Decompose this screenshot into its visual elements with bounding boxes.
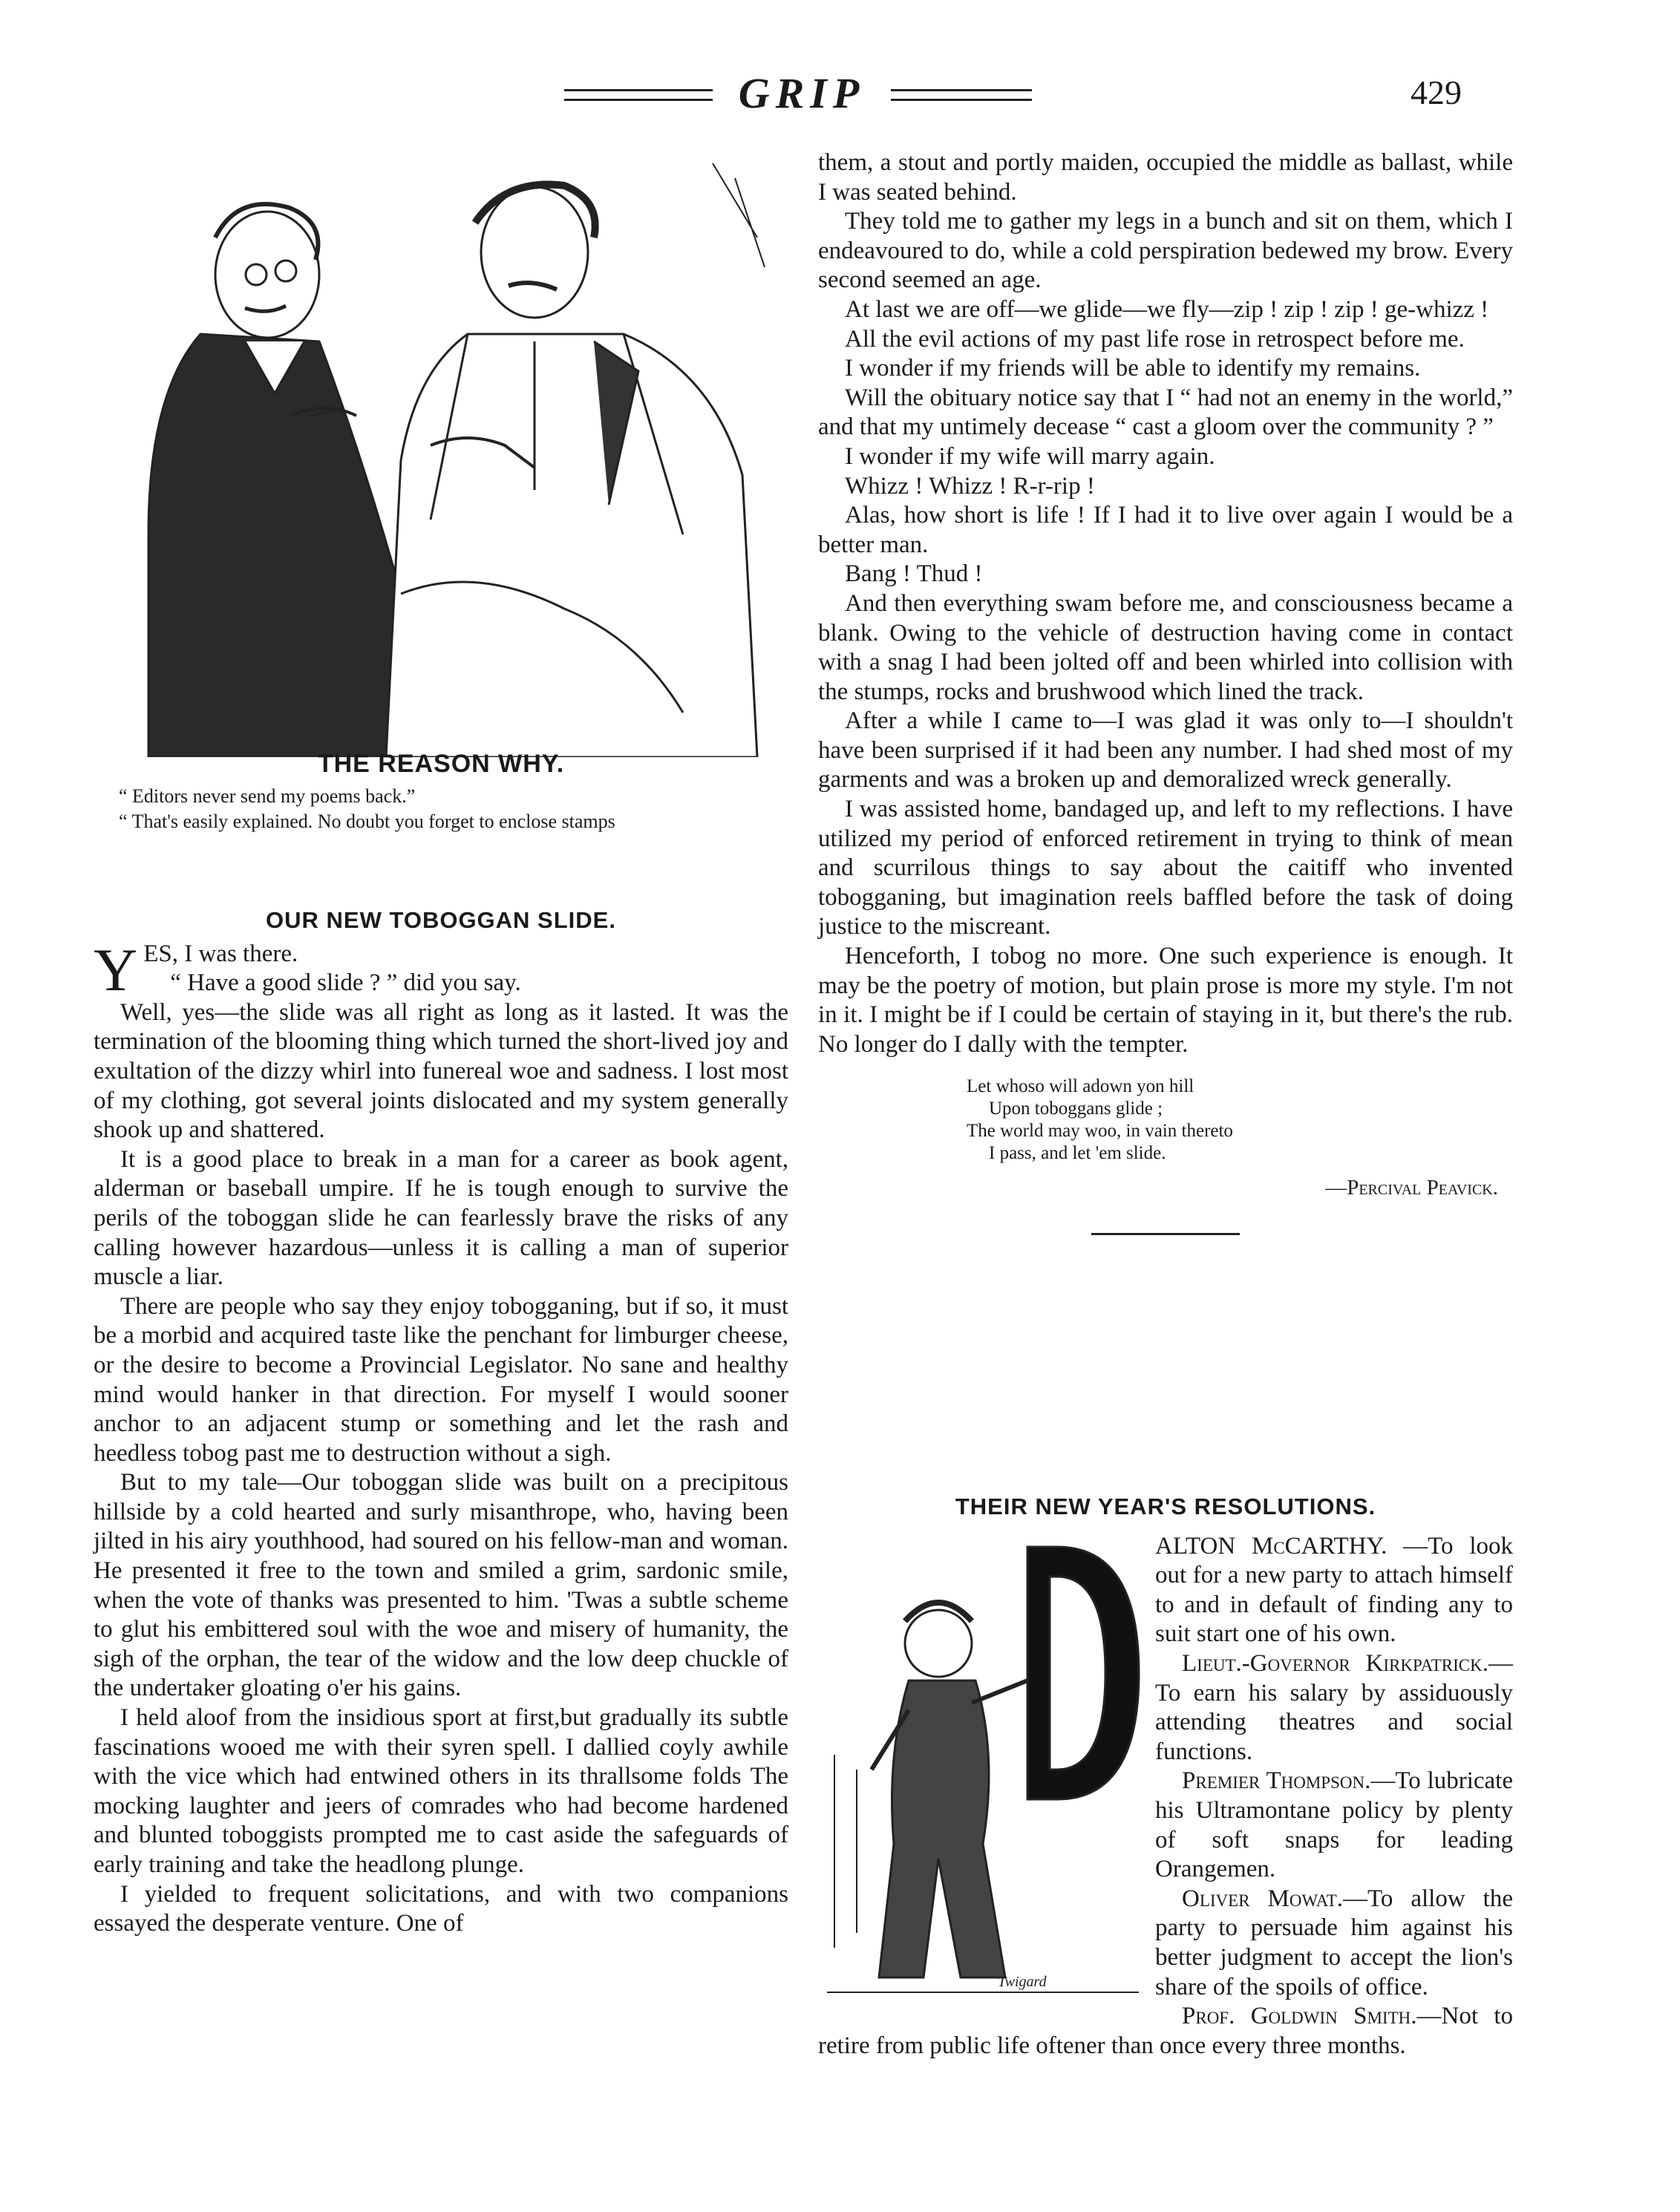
article-paragraph: Will the obituary notice say that I “ had not an enemy in the world,” and that my untimely decease “ cast a gloom over the community ? ”: [818, 384, 1513, 441]
article-paragraph: I held aloof from the insidious sport at first,but gradually its subtle fascinations wooed me with their syren spell. I dallied coyly awhile with the vice which had entwined others in its thrallsome folds The mocking laughter and jeers of comrades who had become hardened and blunted toboggists prompted me to cast aside the safeguards of early training and take the headlong plunge.: [94, 1704, 788, 1878]
article-column-left: [94, 906, 788, 1939]
resolution-item: Lieut.-Governor Kirkpatrick.—To earn his salary by assiduously attending theatres and social functions.: [1155, 1649, 1513, 1765]
masthead-title: GRIP: [738, 69, 866, 117]
article-paragraph: It is a good place to break in a man for a career as book agent, alderman or baseball umpire. If he is tough enough to survive the perils of the toboggan slide he can fearlessly brave the risks of any calling however hazardous—unless it is calling a man of superior muscle a liar.: [94, 1145, 788, 1291]
article-paragraph: I wonder if my wife will marry again.: [845, 442, 1215, 470]
article-paragraph: All the evil actions of my past life rose in retrospect before me.: [845, 325, 1465, 353]
right-man-jacket: [386, 334, 757, 757]
masthead-header: [549, 68, 1069, 117]
resolution-item: Premier Thompson.—To lubricate his Ultramontane policy by plenty of soft snaps for leading Orangemen.: [1155, 1767, 1513, 1883]
article-paragraph: “ Have a good slide ? ” did you say.: [170, 969, 521, 997]
resolutions-section: [818, 1492, 1513, 2061]
article-column-right: [818, 148, 1513, 1257]
article-paragraph: They told me to gather my legs in a bunch and sit on them, which I endeavoured to do, while a cold perspiration bedewed my brow. Every second seemed an age.: [818, 208, 1513, 294]
article-paragraph: YES, I was there.: [94, 935, 298, 1004]
article-title: OUR NEW TOBOGGAN SLIDE.: [266, 907, 616, 933]
masthead-rule-left: [564, 89, 713, 101]
caption-line-2: “ That's easily explained. No doubt you forget to enclose stamps: [119, 811, 615, 832]
resolution-item: Oliver Mowat.—To allow the party to persuade him against his better judgment to accept the lion's share of the spoils of office.: [1155, 1885, 1513, 2000]
left-man-coat: [148, 334, 416, 757]
poem: [818, 1076, 1513, 1165]
illustration-title: THE REASON WHY.: [317, 750, 565, 778]
article-paragraph: Whizz ! Whizz ! R-r-rip !: [845, 472, 1095, 500]
author-signature: —Percival Peavick.: [1325, 1176, 1498, 1200]
drop-cap-figure-illustration: [812, 1532, 1146, 2015]
poem-line: I pass, and let 'em slide.: [989, 1143, 1166, 1164]
artist-signature: Twigard: [998, 1973, 1047, 1990]
article-paragraph: Well, yes—the slide was all right as long as it lasted. It was the termination of the blooming thing which turned the short-lived joy and exultation of the dizzy whirl into funereal woe and sadness. I lost most of my clothing, got several joints dislocated and my system generally shook up and shattered.: [94, 998, 788, 1144]
drop-cap: Y: [94, 935, 138, 1004]
resolution-item: Prof. Goldwin Smith.—Not to retire from public life oftener than once every three months.: [818, 2003, 1513, 2059]
page-number: 429: [1411, 73, 1462, 111]
article-paragraph: At last we are off—we glide—we fly—zip ! zip ! zip ! ge-whizz !: [845, 295, 1489, 323]
article-paragraph: There are people who say they enjoy tobogganing, but if so, it must be a morbid and acquired taste like the penchant for limburger cheese, or the desire to become a Provincial Legislator. No sane and healthy mind would hanker in that direction. For myself I would sooner anchor to an adjacent stump or something and let the rash and heedless tobog past me to destruction without a sigh.: [94, 1292, 788, 1467]
article-paragraph: Henceforth, I tobog no more. One such experience is enough. It may be the poetry of motion, but plain prose is more my style. I'm not in it. I might be if I could be certain of staying in it, but there's the rub. No longer do I dally with the tempter.: [818, 943, 1513, 1058]
article-paragraph: After a while I came to—I was glad it was only to—I shouldn't have been surprised if it had been any number. I had shed most of my garments and was a broken up and demoralized wreck generally.: [818, 707, 1513, 793]
article-paragraph: Bang ! Thud !: [845, 560, 983, 588]
resolution-item: ALTON McCARTHY. —To look out for a new party to attach himself to and in default of finding any to suit start one of his own.: [1155, 1532, 1513, 1648]
reason-why-illustration: [119, 148, 772, 757]
article-paragraph: Alas, how short is life ! If I had it to live over again I would be a better man.: [818, 502, 1513, 558]
article-paragraph: them, a stout and portly maiden, occupied the middle as ballast, while I was seated behind.: [818, 149, 1513, 206]
article-paragraph: I wonder if my friends will be able to identify my remains.: [845, 355, 1421, 382]
figure-head: [905, 1610, 972, 1677]
poem-line: The world may woo, in vain thereto: [967, 1121, 1233, 1142]
article-paragraph: I was assisted home, bandaged up, and left to my reflections. I have utilized my period of enforced retirement in trying to think of mean and scurrilous things to say about the caitiff who invented tobogganing, but imagination reels baffled before the task of doing justice to the miscreant.: [818, 796, 1513, 940]
resolutions-title: THEIR NEW YEAR'S RESOLUTIONS.: [955, 1493, 1376, 1519]
poem-line: Upon toboggans glide ;: [989, 1099, 1163, 1119]
right-man-head: [481, 187, 588, 318]
article-paragraph: And then everything swam before me, and consciousness became a blank. Owing to the vehicle of destruction having come in contact with a snag I had been jolted off and been whirled into collision with the stumps, rocks and brushwood which lined the track.: [818, 589, 1513, 705]
article-paragraph: But to my tale—Our toboggan slide was built on a precipitous hillside by a cold hearted and surly misanthrope, who, having been jilted in his airy youthhood, had soured on his fellow-man and woman. He presented it free to the town and smiled a grim, sardonic smile, when the vote of thanks was presented to him. 'Twas a subtle scheme to glut his embittered soul with the woe and misery of humanity, the sigh of the orphan, the tear of the widow and the low deep chuckle of the undertaker gloating o'er his gains.: [94, 1469, 788, 1702]
poem-line: Let whoso will adown yon hill: [967, 1076, 1194, 1097]
caption-line-1: “ Editors never send my poems back.”: [119, 785, 416, 807]
section-divider: [1091, 1233, 1240, 1235]
masthead-rule-right: [891, 89, 1032, 101]
article-paragraph: I yielded to frequent solicitations, and with two companions essayed the desperate venture. One of: [94, 1880, 788, 1937]
